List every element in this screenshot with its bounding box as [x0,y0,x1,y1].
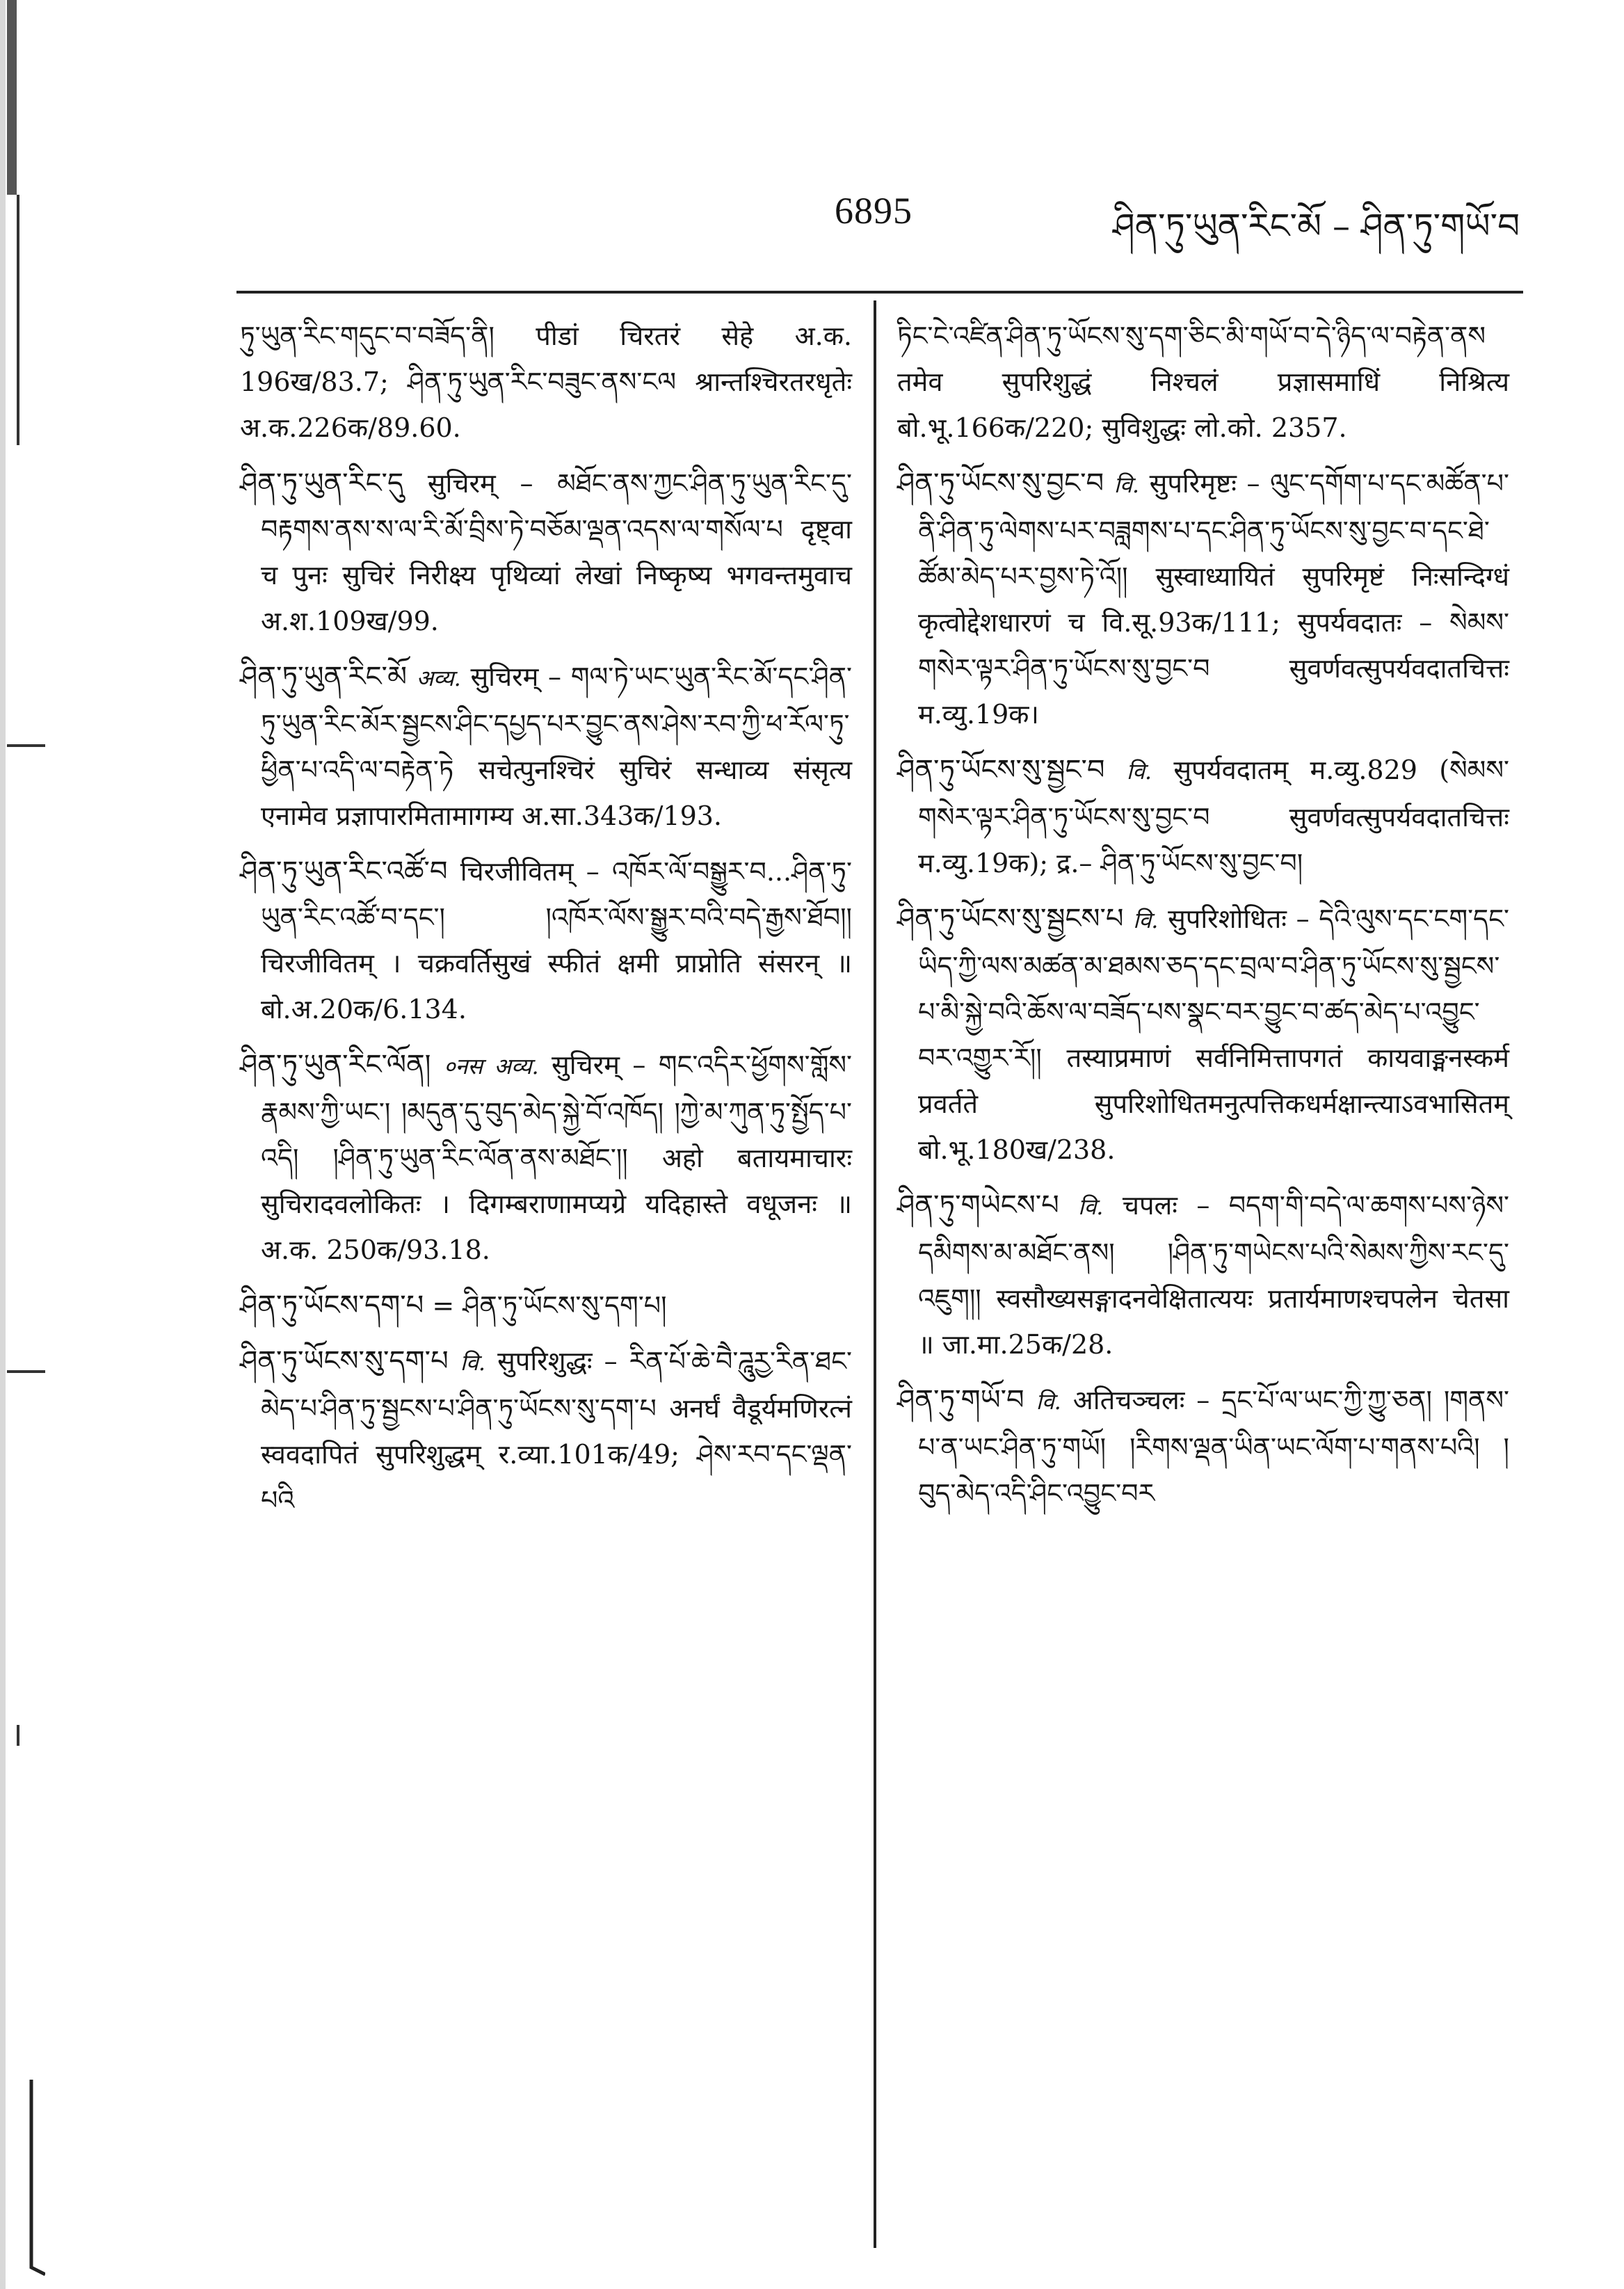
headword: ཤིན་ཏུ་ཡོངས་དག་པ [240,1290,424,1322]
dictionary-entry [240,1338,852,1523]
entry-body: सुपरिशुद्धः – རིན་པོ་ཆེ་བཻ་ཌཱུརྱ་རིན་ཐང་མེད་པ་ཤིན་ཏུ་སྦྱངས་པ་ཤིན་ཏུ་ཡོངས་སུ་དག་པ अनर्घं वैडूर्यमणिरत्नं स्ववदापितं सुपरिशुद्धम् र.व्या.101क/49; ཤེས་རབ་དང་ལྡན་པའི [261,1346,852,1516]
right-column [897,313,1509,1526]
headword: ཤིན་ཏུ་ཡོངས་སུ་སྦྱངས་པ [897,903,1124,935]
entry-body: = ཤིན་ཏུ་ཡོངས་སུ་དག་པ། [432,1290,667,1321]
headword: ཤིན་ཏུ་གཡོ་བ [897,1384,1024,1416]
left-column [240,313,852,1533]
entry-body: सुपर्यवदातम् म.व्यु.829 (སེམས་གསེར་ལྟར་ཤིན་ཏུ་ཡོངས་སུ་བྱང་བ सुवर्णवत्सुपर्यवदातचित्तः म.व्यु.19क); द्र.– ཤིན་ཏུ་ཡོངས་སུ་བྱང་བ། [918,755,1509,878]
dictionary-entry [897,747,1509,886]
entry-body: सुचिरम् – གང་འདིར་ཕྱོགས་གློས་རྣམས་ཀྱི་ཡང་། །མདུན་དུ་བུད་མེད་སྐྱེ་བོ་འཁོད། །ཀྱེ་མ་ཀུན་ཏུ་སྤྱོད་པ་འདི། །ཤིན་ཏུ་ཡུན་རིང་ལོན་ནས་མཐོང་།། अहो बतायमाचारः सुचिरादवलोकितः । दिगम्बराणामप्यग्रे यदिहास्ते वधूजनः ॥ अ.क. 250क/93.18. [261,1050,852,1265]
entry-body: चपलः – བདག་གི་བདེ་ལ་ཆགས་པས་ཉེས་དམིགས་མ་མཐོང་ནས། །ཤིན་ཏུ་གཡེངས་པའི་སེམས་ཀྱིས་རང་དུ་འཇུག།། स्वसौख्यसङ्गादनवेक्षितात्ययः प्रतार्यमाणश्चपलेन चेतसा ॥ जा.मा.25क/28. [918,1190,1509,1360]
entry-continuation: ཏུ་ཡུན་རིང་གདུང་བ་བཟོད་ནི། पीडां चिरतरं सेहे अ.क. 196ख/83.7; ཤིན་ཏུ་ཡུན་རིང་བཟུང་ནས་ངལ श्रान्तश्चिरतरधृतेः अ.क.226क/89.60. [240,321,852,443]
scan-binding-edge [0,0,49,2289]
dictionary-entry [897,1377,1509,1516]
dictionary-entry [240,849,852,1032]
headword: ཤིན་ཏུ་ཡུན་རིང་ལོན། [240,1049,431,1081]
entry-continuation: ཏིང་ངེ་འཛིན་ཤིན་ཏུ་ཡོངས་སུ་དག་ཅིང་མི་གཡོ་བ་དེ་ཉིད་ལ་བརྟེན་ནས तमेव सुपरिशुद्धं निश्चलं प्रज्ञासमाधिं निश्रित्य बो.भू.166क/220; सुविशुद्धः लो.को. 2357. [897,321,1509,443]
headword: ཤིན་ཏུ་ཡུན་རིང་མོ [240,661,408,693]
entry-body: सुचिरम् – གལ་ཏེ་ཡང་ཡུན་རིང་མོ་དང་ཤིན་ཏུ་ཡུན་རིང་མོར་སྦྱངས་ཤིང་དཔྱད་པར་བྱུང་ནས་ཤེས་རབ་ཀྱི་ཕ་རོལ་ཏུ་ཕྱིན་པ་འདི་ལ་བརྟེན་ཏེ सचेत्पुनश्चिरं सुचिरं सन्धाव्य संसृत्य एनामेव प्रज्ञापारमितामागम्य अ.सा.343क/193. [261,661,852,831]
entry-body: सुपरिमृष्टः – ལུང་དགོག་པ་དང་མཚོན་པ་ནི་ཤིན་ཏུ་ལེགས་པར་བཟླགས་པ་དང་ཤིན་ཏུ་ཡོངས་སུ་བྱང་བ་དང་ཐེ་ཚོམ་མེད་པར་བྱས་ཏེ་འོ།། सुस्वाध्यायितं सुपरिमृष्टं निःसन्दिग्धं कृत्वोद्देशधारणं च वि.सू.93क/111; सुपर्यवदातः – སེམས་གསེར་ལྟར་ཤིན་ཏུ་ཡོངས་སུ་བྱང་བ सुवर्णवत्सुपर्यवदातचित्तः म.व्यु.19क। [918,468,1509,730]
page-number: 6895 [835,190,913,232]
headword: ཤིན་ཏུ་ཡོངས་སུ་དག་པ [240,1345,449,1377]
entry-body: सुचिरम् – མཐོང་ནས་ཀྱང་ཤིན་ཏུ་ཡུན་རིང་དུ་བརྟགས་ནས་ས་ལ་རི་མོ་བྲིས་ཏེ་བཅོམ་ལྡན་འདས་ལ་གསོལ་པ दृष्ट्वा च पुनः सुचिरं निरीक्ष्य पृथिव्यां लेखां निष्कृष्य भगवन्तमुवाच अ.श.109ख/99. [261,468,852,636]
headword: ཤིན་ཏུ་ཡོངས་སུ་སྦྱང་བ [897,754,1105,786]
header-rule [236,291,1523,294]
grammar-label: ०नस अव्य. [443,1053,539,1079]
dictionary-entry [897,896,1509,1173]
grammar-label: वि. [1133,907,1159,933]
dictionary-entry [240,1042,852,1273]
grammar-label: वि. [1114,472,1140,498]
grammar-label: वि. [1036,1388,1061,1415]
headword: ཤིན་ཏུ་གཡེངས་པ [897,1189,1059,1221]
headword: ཤིན་ཏུ་ཡུན་རིང་འཚོ་བ [240,856,448,888]
dictionary-entry [240,460,852,644]
scan-bracket-mark [17,2080,45,2281]
entry-body: चिरजीवितम् – འཁོར་ལོ་བསྒྱུར་བ...ཤིན་ཏུ་ཡུན་རིང་འཚོ་བ་དང་། །འཁོར་ལོས་སྒྱུར་བའི་བདེ་རྒྱས་ཐོབ།། चिरजीवितम् । चक्रवर्तिसुखं स्फीतं क्षमी प्राप्नोति संसरन् ॥ बो.अ.20क/6.134. [261,856,852,1025]
grammar-label: वि. [460,1349,486,1376]
headword: ཤིན་ཏུ་ཡོངས་སུ་བྱང་བ [897,467,1104,499]
dictionary-entry [240,654,852,839]
running-head: ཤིན་ཏུ་ཡུན་རིང་མོ – ཤིན་ཏུ་གཡོ་བ [1113,206,1520,246]
headword: ཤིན་ཏུ་ཡུན་རིང་དུ [240,467,404,499]
column-divider [874,300,876,2248]
grammar-label: वि. [1126,758,1152,785]
grammar-label: वि. [1078,1194,1104,1220]
grammar-label: अव्य. [416,665,461,691]
entry-body: अतिचञ्चलः – དྲང་པོ་ལ་ཡང་ཀྱི་ཀྱུ་ཅན། །གནས་པ་ན་ཡང་ཤིན་ཏུ་གཡོ། །རིགས་ལྡན་ཡིན་ཡང་ལོག་པ་གནས་པའི། །བུད་མེད་འདི་ཤིང་འབྱུང་བར [918,1385,1509,1509]
dictionary-entry [897,460,1509,737]
dictionary-entry [240,1283,852,1328]
dictionary-entry [897,1182,1509,1367]
entry-body: सुपरिशोधितः – དེའི་ལུས་དང་ངག་དང་ཡིད་ཀྱི་ལས་མཚན་མ་ཐམས་ཅད་དང་བྲལ་བ་ཤིན་ཏུ་ཡོངས་སུ་སྦྱངས་པ་མི་སྐྱེ་བའི་ཆོས་ལ་བཟོད་པས་སྣང་བར་བྱུང་བ་ཚད་མེད་པ་འབྱུང་བར་འགྱུར་རོ།། तस्याप्रमाणं सर्वनिमित्तापगतं कायवाङ्मनस्कर्म प्रवर्तते सुपरिशोधितमनुत्पत्तिकधर्मक्षान्त्याऽवभासितम् बो.भू.180ख/238. [918,903,1509,1165]
